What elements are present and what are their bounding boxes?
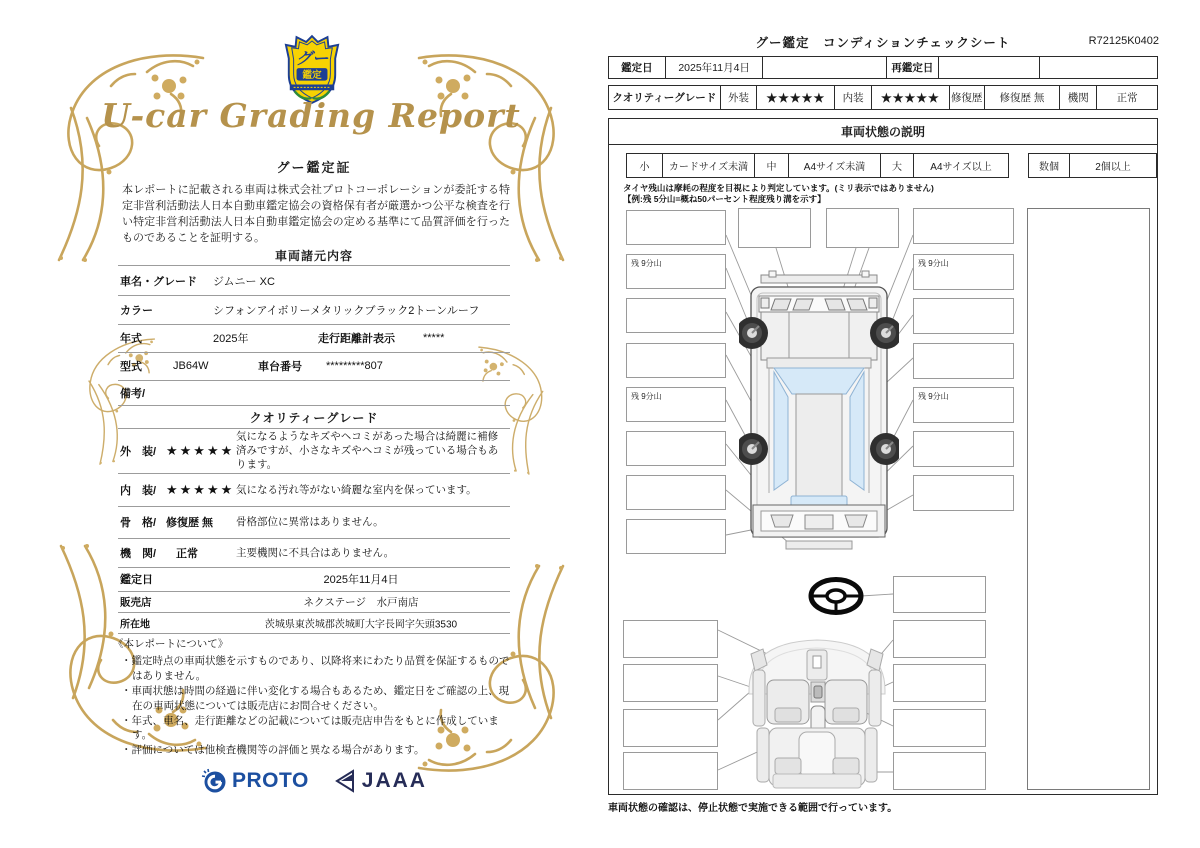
- proto-logo-text: PROTO: [232, 769, 309, 792]
- exterior-stars: ★★★★★: [757, 86, 835, 109]
- about-section: [113, 637, 513, 758]
- spec-row-color: [118, 295, 510, 325]
- spec-vin-value: *********807: [326, 360, 383, 372]
- grade-interior-stars: ★★★★★: [166, 481, 235, 497]
- callout-box: [913, 298, 1014, 334]
- callout-box: [826, 208, 899, 248]
- callout-box: [626, 475, 726, 510]
- size-large-key: 大: [881, 154, 914, 177]
- condition-box: [608, 118, 1158, 795]
- interior-label: 内装: [835, 86, 872, 109]
- tire-depth-label: 残 9分山: [631, 259, 662, 268]
- spec-row-year: [118, 324, 510, 353]
- meta-dealer-label: 販売店: [120, 596, 152, 608]
- count-key: 数個: [1029, 154, 1070, 177]
- spec-heading: 車両諸元内容: [274, 249, 353, 263]
- about-heading: 《本レポートについて》: [113, 638, 229, 650]
- grade-row-mechanical: [118, 538, 510, 568]
- about-item: ・鑑定時点の車両状態を示すものであり、以降将来にわたり品質を保証するものではありません。: [121, 654, 510, 682]
- spec-remarks-label: 備考/: [120, 387, 146, 400]
- spec-year-value: 2025年: [213, 333, 249, 345]
- reappraisal-date-value: [939, 57, 1041, 78]
- grade-row-interior: [118, 473, 510, 507]
- meta-row-address: [118, 612, 510, 634]
- appraisal-date-empty: [763, 57, 887, 78]
- spec-odo-label: 走行距離計表示: [318, 333, 395, 345]
- repair-history-label: 修復歴: [950, 86, 985, 109]
- callout-box: [913, 431, 1014, 467]
- callout-box: [893, 664, 986, 702]
- callout-box-tire-fl: [626, 254, 726, 289]
- grade-mechanical-desc: 主要機関に不具合はありません。: [236, 546, 395, 559]
- meta-address-label: 所在地: [120, 619, 150, 630]
- svg-text:鑑定: 鑑定: [302, 70, 322, 82]
- spec-odo-value: *****: [423, 332, 445, 344]
- proto-icon: [201, 768, 227, 794]
- quality-grade-table: [608, 85, 1158, 110]
- tire-depth-label: 残 9分山: [918, 392, 949, 401]
- callout-box: [913, 208, 1014, 244]
- callout-box-steering: [893, 576, 986, 613]
- callout-box: [626, 431, 726, 466]
- meta-date-value: 2025年11月4日: [323, 574, 399, 586]
- condition-section-title: 車両状態の説明: [609, 119, 1157, 145]
- about-item: ・年式、車名、走行距離などの記載については販売店申告をもとに作成しています。: [121, 714, 499, 742]
- grade-frame-value: 修復歴 無: [166, 517, 214, 529]
- count-val: 2個以上: [1095, 162, 1131, 173]
- spec-row-model: [118, 352, 510, 381]
- condition-footer-note: 車両状態の確認は、停止状態で実施できる範囲で行っています。: [608, 803, 898, 814]
- callout-box: [626, 210, 726, 245]
- callout-box: [623, 709, 718, 747]
- steering-wheel-icon: [808, 577, 864, 615]
- callout-box-tire-fr: [913, 254, 1014, 290]
- grade-frame-label: 骨 格/: [120, 517, 157, 529]
- proto-logo: [201, 768, 309, 794]
- comment-box: [1027, 208, 1150, 790]
- left-page: [55, 0, 567, 848]
- tire-note-2: 【例:残 5分山=概ね50パーセント程度残り溝を示す】: [623, 194, 826, 204]
- callout-box: [893, 752, 986, 790]
- grade-exterior-desc: 気になるようなキズやヘコミがあった場合は綺麗に補修済みですが、小さなキズやヘコミが残っている場合もあります。: [236, 430, 499, 472]
- appraisal-date-table: [608, 56, 1158, 79]
- mechanical-value: 正常: [1116, 92, 1138, 104]
- car-interior-icon: [743, 624, 891, 796]
- sheet-code: R72125K0402: [1088, 35, 1159, 47]
- spec-model-label: 型式: [120, 361, 142, 373]
- car-interior-view: [743, 624, 891, 796]
- spec-row-name: [118, 266, 510, 296]
- tire-note-1: タイヤ残山は摩耗の程度を目視により判定しています。(ミリ表示ではありません): [623, 183, 934, 193]
- grade-heading: クオリティーグレード: [249, 411, 379, 425]
- callout-box-tire-rl: [626, 387, 726, 422]
- interior-stars: ★★★★★: [872, 86, 950, 109]
- spec-name-label: 車名・グレード: [120, 275, 197, 288]
- size-large-val: A4サイズ以上: [930, 162, 992, 173]
- grade-interior-label: 内 装/: [120, 484, 157, 497]
- callout-box: [626, 343, 726, 378]
- certificate-statement: 本レポートに記載される車両は株式会社プロトコーポレーションが委託する特定非営利活動法人日本自動車鑑定協会の資格保有者が厳選かつ公平な検査を行い特定非営利活動法人日本自動車鑑定協会の定める基準にて品質評価を行ったものであることを証明する。: [122, 184, 510, 245]
- steering-wheel: [808, 577, 864, 615]
- callout-box: [626, 519, 726, 554]
- reappraisal-date-label: 再鑑定日: [887, 57, 939, 78]
- tire-depth-label: 残 9分山: [631, 392, 662, 401]
- appraisal-date-value: 2025年11月4日: [666, 57, 764, 78]
- jaaa-icon: [335, 769, 357, 793]
- spec-color-value: シフォンアイボリーメタリックブラック2トーンルーフ: [213, 304, 480, 317]
- report-title: U-car Grading Report: [101, 96, 521, 135]
- callout-box: [626, 298, 726, 333]
- spec-name-value: ジムニー XC: [213, 275, 275, 288]
- right-page: [605, 0, 1161, 848]
- meta-date-label: 鑑定日: [120, 574, 153, 586]
- meta-address-value: 茨城県東茨城郡茨城町大字長岡字矢頭3530: [264, 619, 458, 630]
- grade-exterior-stars: ★★★★★: [166, 443, 235, 458]
- spec-model-value: JB64W: [173, 360, 209, 372]
- callout-box: [913, 343, 1014, 379]
- jaaa-logo-text: JAAA: [361, 769, 427, 792]
- reappraisal-empty: [1040, 57, 1157, 78]
- callout-box: [623, 620, 718, 658]
- meta-row-date: [118, 567, 510, 592]
- size-mid-key: 中: [755, 154, 789, 177]
- grade-mechanical-label: 機 関/: [120, 547, 157, 560]
- size-small-key: 小: [627, 154, 663, 177]
- meta-dealer-value: ネクステージ 水戸南店: [303, 596, 419, 608]
- spec-color-label: カラー: [120, 304, 153, 317]
- callout-box: [623, 664, 718, 702]
- meta-row-dealer: [118, 591, 510, 613]
- size-mid-val: A4サイズ未満: [789, 154, 881, 177]
- spec-vin-label: 車台番号: [258, 361, 302, 373]
- exterior-label: 外装: [721, 86, 758, 109]
- mechanical-label: 機関: [1060, 86, 1097, 109]
- callout-box: [913, 475, 1014, 511]
- flourish-right-sprig: [504, 350, 561, 419]
- appraisal-date-label: 鑑定日: [609, 57, 666, 78]
- callout-box: [623, 752, 718, 790]
- callout-box-tire-rr: [913, 387, 1014, 423]
- tire-depth-label: 残 9分山: [918, 259, 949, 268]
- certificate-subtitle: グー鑑定証: [276, 160, 352, 175]
- size-small-val: カードサイズ未満: [663, 154, 755, 177]
- spec-row-remarks: [118, 380, 510, 406]
- grade-frame-desc: 骨格部位に異常はありません。: [236, 515, 384, 528]
- jaaa-logo: [335, 769, 427, 793]
- car-top-view-icon: [739, 265, 899, 555]
- callout-box: [893, 709, 986, 747]
- spec-year-label: 年式: [120, 333, 142, 345]
- grade-row-frame: [118, 506, 510, 539]
- grade-row-exterior: [118, 429, 510, 474]
- footer-logos: [118, 768, 510, 794]
- car-top-view: [739, 265, 899, 555]
- grade-exterior-label: 外 装/: [120, 446, 157, 458]
- sheet-title: グー鑑定 コンディションチェックシート: [755, 36, 1011, 50]
- callout-box: [893, 620, 986, 658]
- about-item: ・評価については他検査機関等の評価と異なる場合があります。: [121, 744, 425, 757]
- about-item: ・車両状態は時間の経過に伴い変化する場合もあるため、鑑定日をご確認の上、現在の車両状態については販売店にお問合せください。: [121, 684, 510, 712]
- grade-interior-desc: 気になる汚れ等がない綺麗な室内を保っています。: [236, 483, 477, 496]
- quality-grade-label: クオリティーグレード: [609, 86, 721, 109]
- callout-box: [738, 208, 811, 248]
- repair-history-value: 修復歴 無: [985, 86, 1061, 109]
- svg-text:グー: グー: [295, 50, 329, 69]
- grade-mechanical-value: 正常: [176, 547, 198, 560]
